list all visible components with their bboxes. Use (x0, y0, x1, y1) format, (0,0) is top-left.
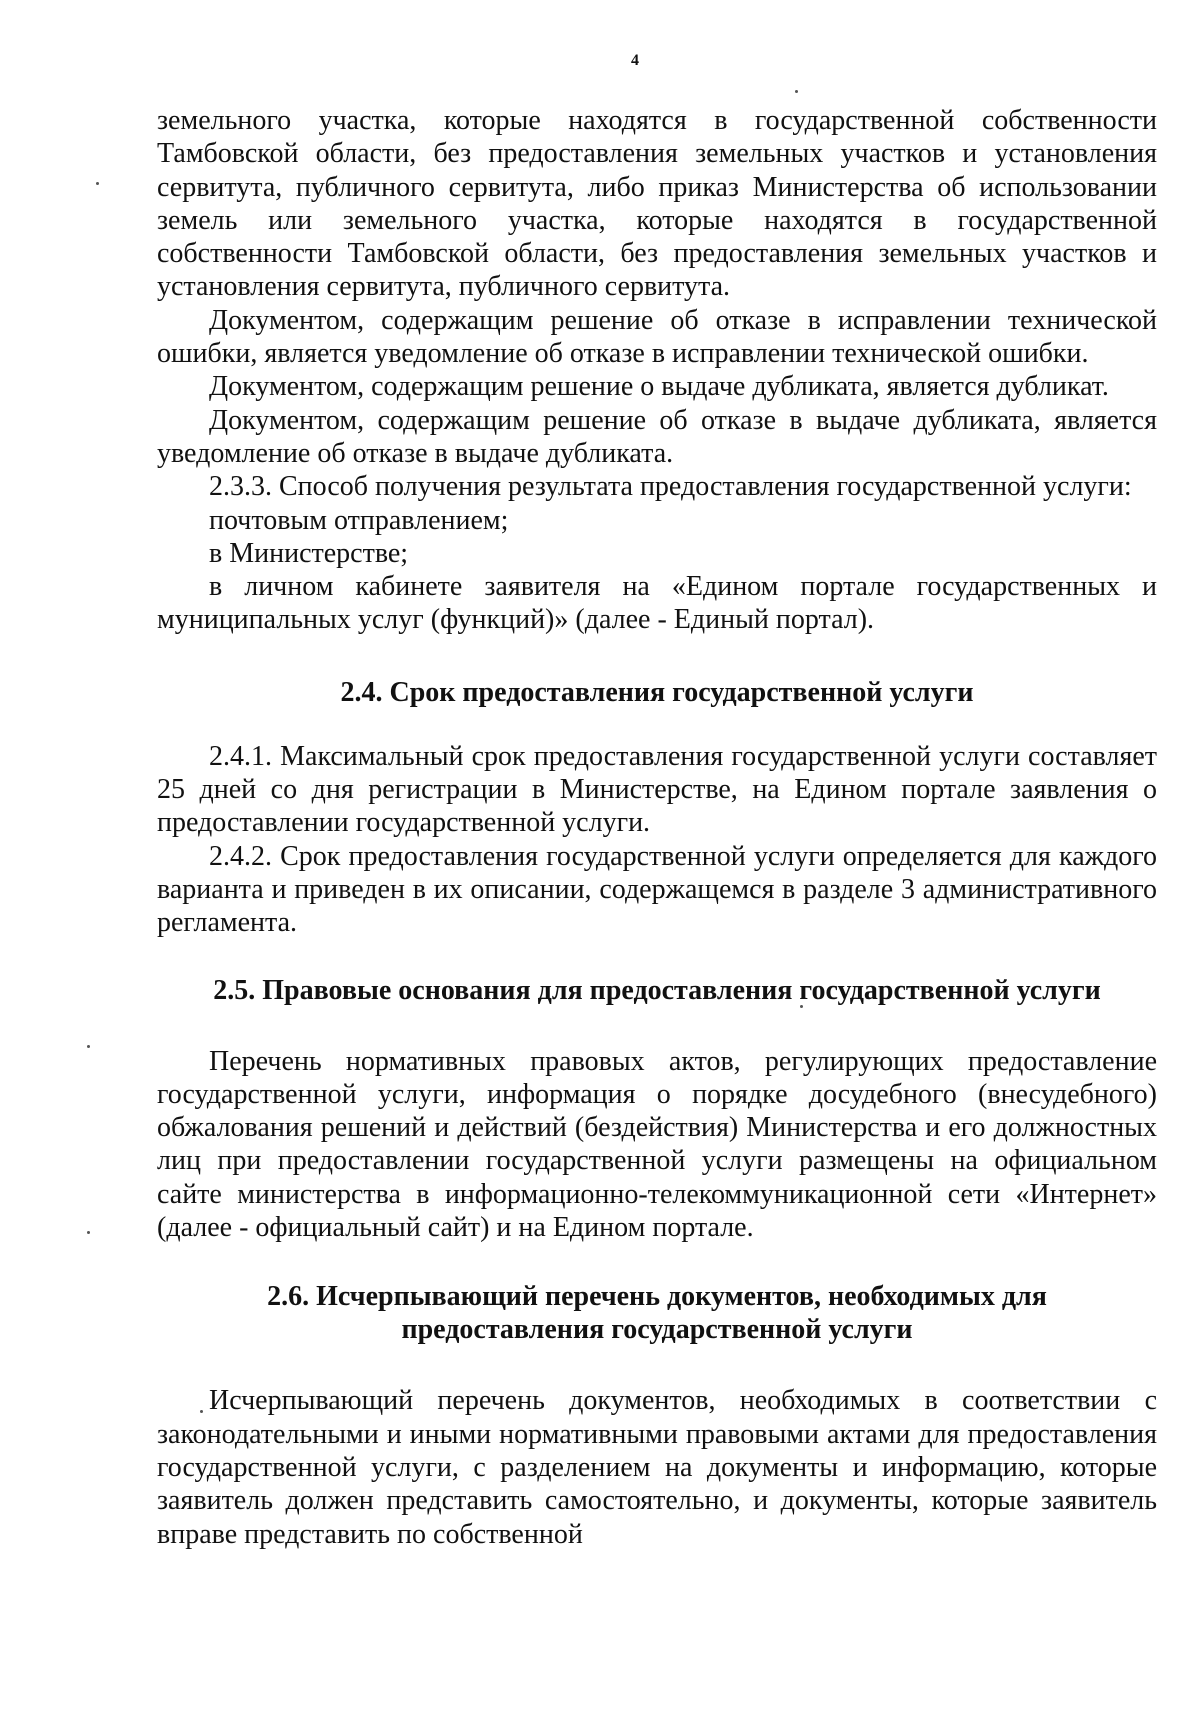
scan-speck (96, 182, 99, 185)
section-heading-2-4: 2.4. Срок предоставления государственной услуги (340, 676, 974, 708)
paragraph: 2.4.1. Максимальный срок предоставления государственной услуги составляет 25 дней со дня регистрации в Министерстве, на Едином портале заявления о предоставлении государственной услуги. (157, 740, 1157, 839)
paragraph: Документом, содержащим решение о выдаче дубликата, является дубликат. (209, 371, 1109, 403)
paragraph: земельного участка, которые находятся в государственной собственности Тамбовской области, без предоставления земельных участков и установления сервитута, публичного сервитута, либо приказ Министерства об использовании земель или земельного участка, которые находятся в государственной собственности Тамбовской области, без предоставления земельных участков и установления сервитута, публичного сервитута. (157, 105, 1157, 303)
list-item: в Министерстве; (209, 537, 409, 569)
list-item: почтовым отправлением; (209, 504, 509, 536)
document-body (157, 104, 1157, 1551)
paragraph: Исчерпывающий перечень документов, необходимых в соответствии с законодательными и иными нормативными правовыми актами для предоставления государственной услуги, с разделением на документы и информацию, которые заявитель должен представить самостоятельно, и документы, которые заявитель вправе представить по собственной (157, 1385, 1157, 1550)
scan-speck (795, 90, 798, 93)
section-heading-2-6: 2.6. Исчерпывающий перечень документов, необходимых для предоставления государственной услуги (267, 1281, 1047, 1346)
list-item: в личном кабинете заявителя на «Едином портале государственных и муниципальных услуг (функций)» (далее - Единый портал). (157, 571, 1157, 636)
paragraph: 2.3.3. Способ получения результата предоставления государственной услуги: (209, 471, 1132, 503)
paragraph: Перечень нормативных правовых актов, регулирующих предоставление государственной услуги, информация о порядке досудебного (внесудебного) обжалования решений и действий (бездействия) Министерства и его должностных лиц при предоставлении государственной услуги размещены на официальном сайте министерства в информационно-телекоммуникационной сети «Интернет» (далее - официальный сайт) и на Едином портале. (157, 1045, 1157, 1244)
paragraph: Документом, содержащим решение об отказе в выдаче дубликата, является уведомление об отказе в выдаче дубликата. (157, 404, 1157, 469)
page-number: 4 (631, 52, 639, 69)
scan-speck (87, 1231, 90, 1234)
section-heading-2-5: 2.5. Правовые основания для предоставления государственной услуги (213, 974, 1101, 1006)
paragraph: 2.4.2. Срок предоставления государственной услуги определяется для каждого варианта и приведен в их описании, содержащемся в разделе 3 административного регламента. (157, 840, 1157, 939)
paragraph: Документом, содержащим решение об отказе в исправлении технической ошибки, является уведомление об отказе в исправлении технической ошибки. (157, 304, 1157, 370)
scan-speck (87, 1045, 90, 1048)
